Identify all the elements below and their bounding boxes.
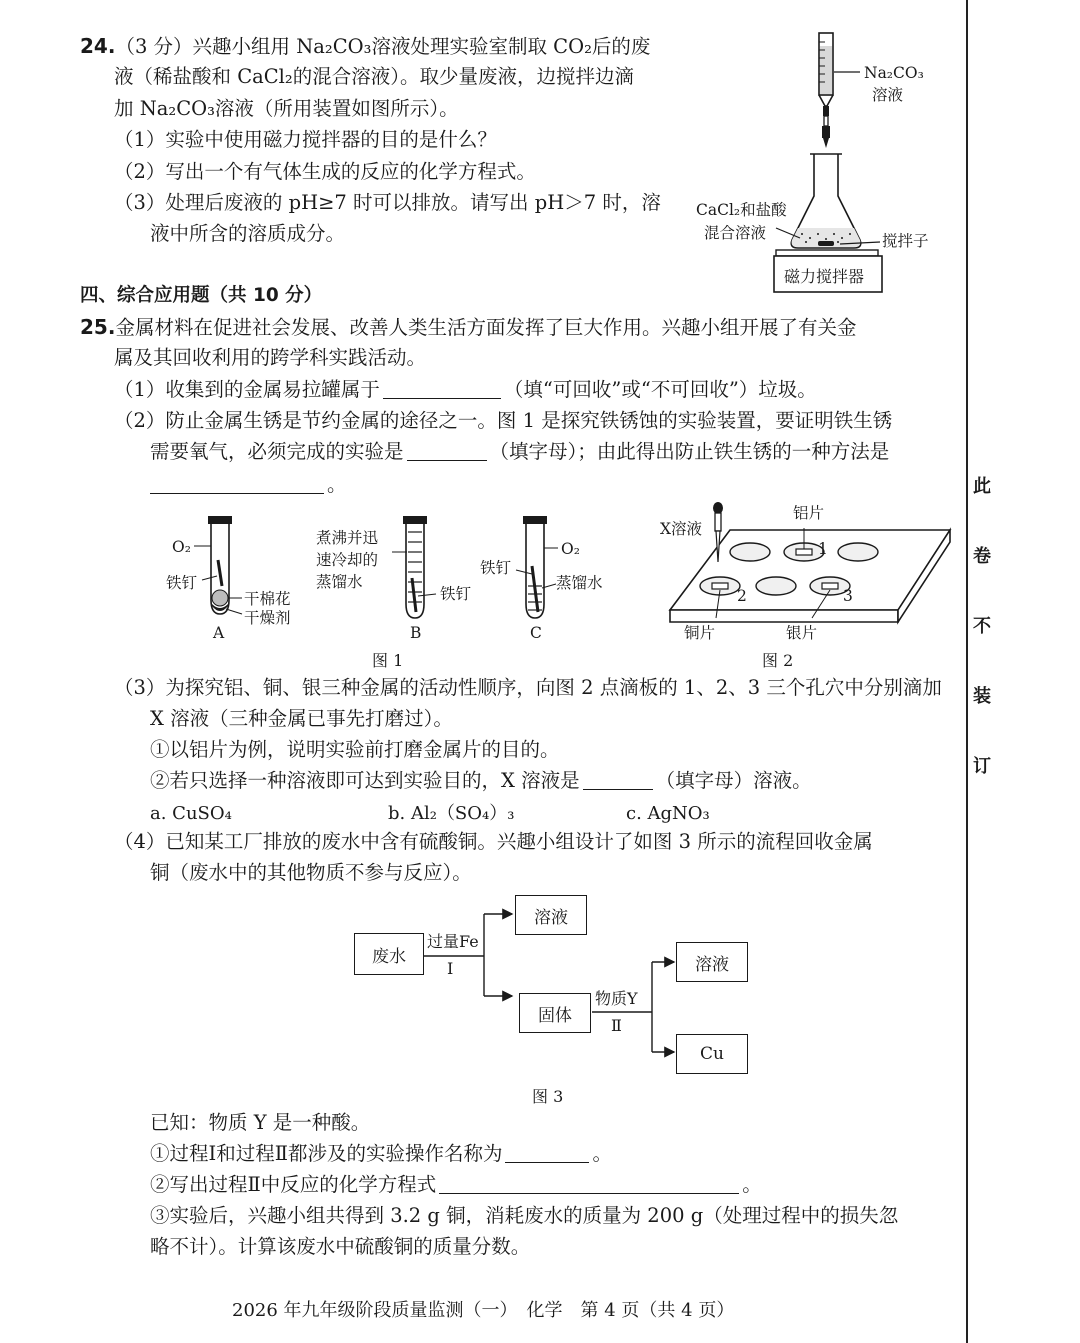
copper-piece-icon	[712, 583, 728, 589]
label-tube-b: B	[410, 624, 422, 642]
label-boiled-water: 蒸馏水	[316, 573, 363, 591]
step2-reagent: 物质Y	[595, 989, 638, 1008]
figure-3-caption: 图 3	[532, 1087, 564, 1106]
q24-sub3b: 液中所含的溶质成分。	[150, 222, 346, 245]
q24-line2: 液（稀盐酸和 CaCl₂的混合溶液）。取少量废液，边搅拌边滴	[114, 65, 634, 88]
label-na2co3: Na₂CO₃	[864, 64, 924, 82]
margin-char: 装	[973, 686, 991, 707]
sub2-end: 。	[742, 1173, 762, 1196]
test-tubes-drawing	[160, 508, 620, 648]
solution-box-1: 溶液	[515, 895, 587, 935]
label-o2-a: O₂	[172, 538, 191, 556]
q24-line3: 加 Na₂CO₃溶液（所用装置如图所示）。	[114, 97, 459, 120]
label-tube-a: A	[213, 624, 225, 642]
q24-sub2: （2）写出一个有气体生成的反应的化学方程式。	[114, 160, 536, 183]
question-number: 25.	[80, 315, 116, 339]
waste-water-box: 废水	[354, 933, 424, 975]
label-magnetic-stirrer: 磁力搅拌器	[784, 267, 865, 286]
answer-blank[interactable]	[383, 378, 501, 399]
q25-p3-line1: （3）为探究铝、铜、银三种金属的活动性顺序，向图 2 点滴板的 1、2、3 三个孔穴中分别滴加	[114, 676, 942, 699]
label-cacl2-hcl: CaCl₂和盐酸	[696, 201, 787, 219]
figure-2-caption: 图 2	[762, 651, 794, 670]
label-mixed-solution: 混合溶液	[704, 224, 767, 242]
q24-sub3a: （3）处理后废液的 pH≥7 时可以排放。请写出 pH＞7 时，溶	[114, 191, 661, 214]
solid-box: 固体	[519, 993, 591, 1033]
test-tube-a-icon	[194, 516, 242, 614]
q24-line1: （3 分）兴趣小组用 Na₂CO₃溶液处理实验室制取 CO₂后的废	[115, 35, 651, 58]
q25-p3-line2: X 溶液（三种金属已事先打磨过）。	[150, 707, 453, 730]
margin-char: 不	[973, 616, 991, 637]
stir-bar-icon	[818, 241, 834, 246]
sub3-line2: 略不计）。计算该废水中硫酸铜的质量分数。	[150, 1235, 531, 1258]
label-well-3: 3	[843, 587, 853, 605]
label-nail-a: 铁钉	[166, 574, 198, 592]
label-silver: 银片	[786, 624, 818, 642]
known-text: 已知：物质 Y 是一种酸。	[150, 1111, 371, 1134]
label-copper: 铜片	[684, 624, 716, 642]
option-b: b. Al₂（SO₄）₃	[388, 803, 515, 824]
figure-1-caption: 图 1	[372, 651, 404, 670]
answer-blank[interactable]	[439, 1173, 739, 1194]
label-desiccant: 干燥剂	[244, 609, 291, 627]
question-number: 24.	[80, 34, 116, 58]
option-c: c. AgNO₃	[626, 803, 710, 824]
label-x-solution: X溶液	[660, 520, 703, 538]
sub3-line1: ③实验后，兴趣小组共得到 3.2 g 铜，消耗废水的质量为 200 g（处理过程中的损失忽	[150, 1204, 899, 1227]
label-nail-c: 铁钉	[480, 559, 512, 577]
label-well-1: 1	[818, 540, 828, 558]
label-well-2: 2	[737, 587, 747, 605]
answer-blank[interactable]	[150, 473, 324, 494]
q25-p2-end: 。	[327, 473, 347, 496]
label-boiled-water: 速冷却的	[316, 551, 379, 569]
margin-char: 卷	[973, 546, 991, 567]
q25-intro1: 金属材料在促进社会发展、改善人类生活方面发挥了巨大作用。兴趣小组开展了有关金	[115, 316, 857, 339]
page-footer: 2026 年九年级阶段质量监测（一） 化学 第 4 页（共 4 页）	[232, 1300, 735, 1321]
label-o2-c: O₂	[561, 540, 580, 558]
answer-blank[interactable]	[505, 1142, 589, 1163]
solution-box-2: 溶液	[676, 942, 748, 982]
step1-number: Ⅰ	[447, 959, 454, 978]
test-tube-c-icon	[516, 516, 558, 618]
q25-p3-sub2b: （填字母）溶液。	[655, 769, 812, 792]
answer-blank[interactable]	[583, 769, 653, 790]
q25-p4-line1: （4）已知某工厂排放的废水中含有硫酸铜。兴趣小组设计了如图 3 所示的流程回收金属	[114, 830, 873, 853]
copper-box: Cu	[676, 1034, 748, 1074]
step1-reagent: 过量Fe	[427, 932, 479, 951]
sub1-text: ①过程Ⅰ和过程Ⅱ都涉及的实验操作名称为	[150, 1142, 503, 1165]
silver-piece-icon	[822, 583, 838, 589]
margin-char: 订	[973, 756, 991, 777]
q25-p1-text: （1）收集到的金属易拉罐属于	[114, 378, 380, 401]
q25-p3-sub2: ②若只选择一种溶液即可达到实验目的，X 溶液是	[150, 769, 580, 792]
test-tube-b-icon	[392, 516, 436, 618]
q25-p2-text2: （填字母）；由此得出防止铁生锈的一种方法是	[489, 440, 890, 463]
q25-p1-text2: （填“可回收”或“不可回收”）垃圾。	[503, 378, 817, 401]
sub1-end: 。	[592, 1142, 612, 1165]
label-solution: 溶液	[872, 86, 904, 104]
label-tube-c: C	[530, 624, 542, 642]
label-boiled-water: 煮沸并迅	[316, 529, 379, 547]
label-nail-b: 铁钉	[440, 585, 472, 603]
label-dry-cotton: 干棉花	[244, 590, 291, 608]
sub2-text: ②写出过程Ⅱ中反应的化学方程式	[150, 1173, 437, 1196]
aluminum-piece-icon	[796, 549, 812, 555]
q25-intro2: 属及其回收利用的跨学科实践活动。	[114, 346, 427, 369]
q25-p3-sub1: ①以铝片为例，说明实验前打磨金属片的目的。	[150, 738, 560, 761]
section-heading: 四、综合应用题（共 10 分）	[80, 285, 323, 306]
q25-p2-line1: （2）防止金属生锈是节约金属的途径之一。图 1 是探究铁锈蚀的实验装置，要证明铁生锈	[114, 409, 893, 432]
label-water-c: 蒸馏水	[556, 574, 603, 592]
option-a: a. CuSO₄	[150, 803, 232, 824]
step2-number: Ⅱ	[611, 1016, 622, 1035]
label-stir-bar: 搅拌子	[882, 232, 929, 250]
q24-sub1: （1）实验中使用磁力搅拌器的目的是什么？	[114, 128, 497, 151]
q25-p2-text: 需要氧气，必须完成的实验是	[150, 440, 404, 463]
binding-line	[966, 0, 968, 1343]
margin-char: 此	[973, 476, 991, 497]
answer-blank[interactable]	[407, 440, 487, 461]
q25-p4-line2: 铜（废水中的其他物质不参与反应）。	[150, 861, 472, 884]
label-aluminum: 铝片	[793, 504, 825, 522]
